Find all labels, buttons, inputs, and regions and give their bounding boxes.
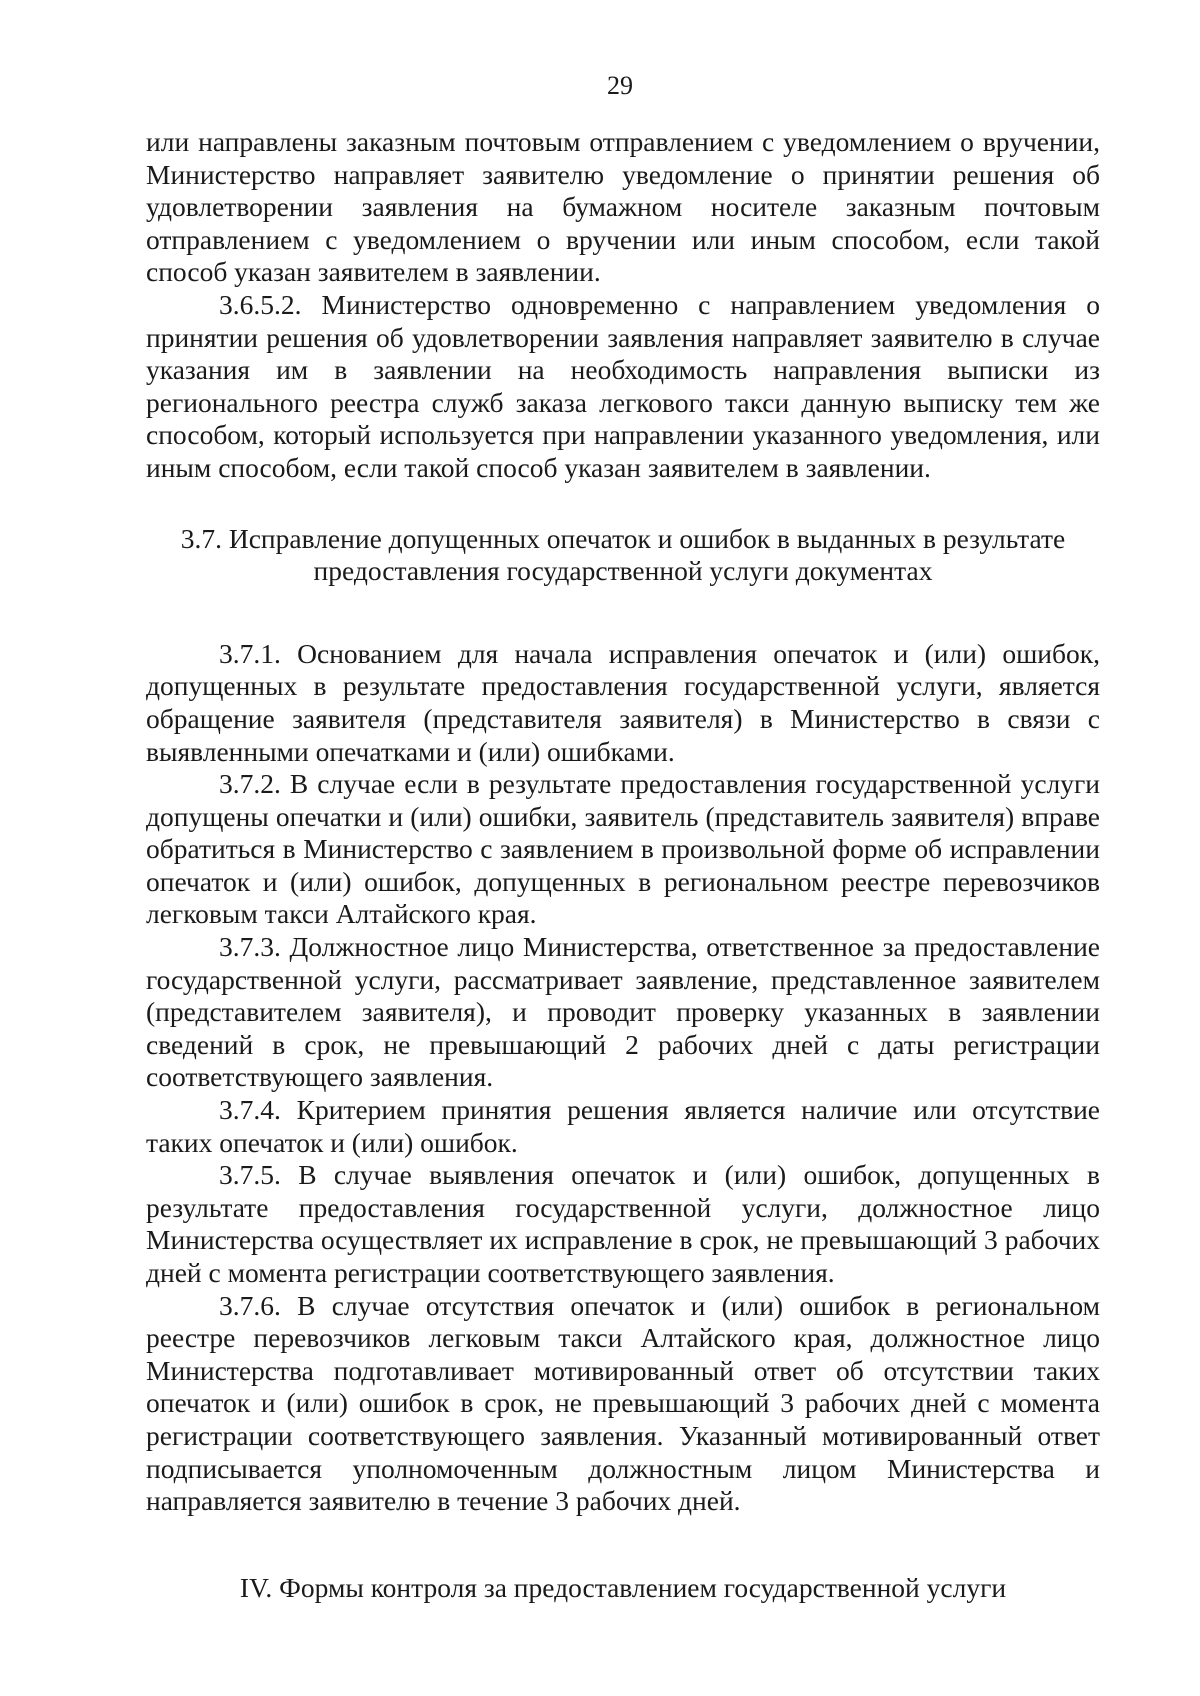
paragraph-3-6-5-2: 3.6.5.2. Министерство одновременно с направлением уведомления о принятии решения об удовлетворении заявления направляет заявителю в случае указания им в заявлении на необходимость направления выписки из регионального реестра служб заказа легкового такси данную выписку тем же способом, который используется при направлении указанного уведомления, или иным способом, если такой способ указан заявителем в заявлении. <box>146 288 1100 483</box>
paragraph-continuation: или направлены заказным почтовым отправлением с уведомлением о вручении, Министерство направляет заявителю уведомление о принятии решения об удовлетворении заявления на бумажном носителе заказным почтовым отправлением с уведомлением о вручении или иным способом, если такой способ указан заявителем в заявлении. <box>146 126 1100 288</box>
paragraph-3-7-3: 3.7.3. Должностное лицо Министерства, ответственное за предоставление государственной услуги, рассматривает заявление, представленное заявителем (представителем заявителя), и проводит проверку указанных в заявлении сведений в срок, не превышающий 2 рабочих дней с даты регистрации соответствующего заявления. <box>146 931 1100 1093</box>
paragraph-3-7-5: 3.7.5. В случае выявления опечаток и (или) ошибок, допущенных в результате предоставления государственной услуги, должностное лицо Министерства осуществляет их исправление в срок, не превышающий 3 рабочих дней с момента регистрации соответствующего заявления. <box>146 1159 1100 1288</box>
paragraph-3-7-6: 3.7.6. В случае отсутствия опечаток и (или) ошибок в региональном реестре перевозчиков легковым такси Алтайского края, должностное лицо Министерства подготавливает мотивированный ответ об отсутствии таких опечаток и (или) ошибок в срок, не превышающий 3 рабочих дней с момента регистрации соответствующего заявления. Указанный мотивированный ответ подписывается уполномоченным должностным лицом Министерства и направляется заявителю в течение 3 рабочих дней. <box>146 1289 1100 1517</box>
paragraph-3-7-2: 3.7.2. В случае если в результате предоставления государственной услуги допущены опечатки и (или) ошибки, заявитель (представитель заявителя) вправе обратиться в Министерство с заявлением в произвольной форме об исправлении опечаток и (или) ошибок, допущенных в региональном реестре перевозчиков легковым такси Алтайского края. <box>146 768 1100 930</box>
section-heading-3-7-line1: 3.7. Исправление допущенных опечаток и ошибок в выданных в результате <box>180 522 1066 554</box>
section-heading-3-7 <box>146 523 1100 588</box>
paragraph-3-7-1: 3.7.1. Основанием для начала исправления опечаток и (или) ошибок, допущенных в результате предоставления государственной услуги, является обращение заявителя (представителя заявителя) в Министерство в связи с выявленными опечатками и (или) ошибками. <box>146 637 1100 767</box>
page-number: 29 <box>607 71 633 100</box>
section-heading-iv: IV. Формы контроля за предоставлением государственной услуги <box>239 1571 1007 1603</box>
document-body <box>146 126 1100 1604</box>
paragraph-3-7-4: 3.7.4. Критерием принятия решения является наличие или отсутствие таких опечаток и (или) ошибок. <box>146 1094 1100 1158</box>
section-heading-3-7-line2: предоставления государственной услуги документах <box>313 555 933 587</box>
